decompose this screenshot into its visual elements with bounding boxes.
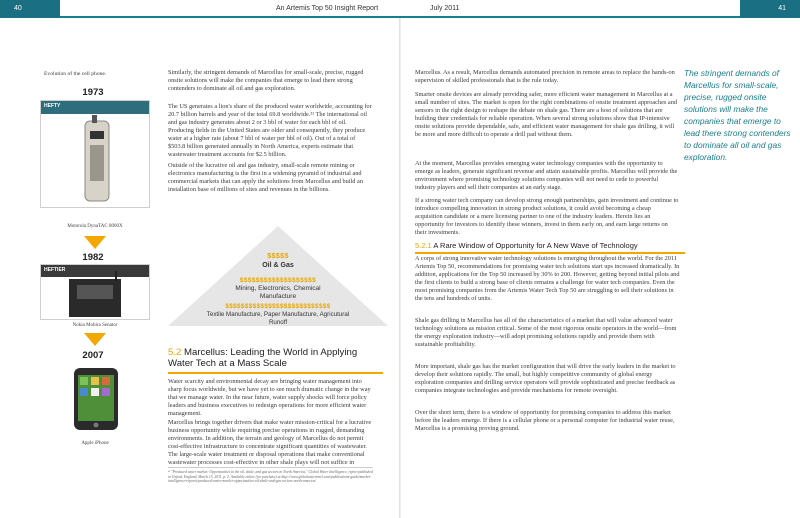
paragraph: Marcellus brings together drivers that make water mission-critical for a lucrative business opportunity while requiring precise operations in rugged, demanding environments. In addition, the terrain and geology of Marcellus do not permit cost-effective infrastructure to concentrate significant quantities of wastewater. The large-scale water treatment or disposal operations that make conventional wastewater processes cost-effective in other shale plays will not suffice in xyxy=(168,419,372,466)
footnote: ²¹ "Produced water market: Opportunities in the oil, shale, and gas sectors in North America," Global Water Intelligence, report published in Oxford, England, March 15, 2011, p. 2. Available online (for purchase) at http://www.globalwaterintel.com/publications-guide/market-intelligence-reports/produced-water-market-opportunities-oil-shale-and-gas-sectors-north-america/ xyxy=(168,467,373,484)
phone-caption: Apple iPhone xyxy=(81,441,109,446)
pull-quote: The stringent demands of Marcellus for small-scale, precise, rugged onsite solutions will make the companies that emerge to lead there strong contenders to dominate all oil and gas exploration. xyxy=(684,68,791,162)
right-page-number: 41 xyxy=(740,0,800,18)
paragraph: The US generates a lion's share of the produced water worldwide, accounting for 20.7 billion barrels and year of the total 69.8 worldwide.²¹ The international oil and gas industry generates about 2 or 3 bbl of water for each bbl of oil. Producing fields in the United States are older and consequently, they produce water at a higher rate (about 7 bbl of water per bbl of oil). Out of a total of $503.8 billion generated annually in North America, experts estimate that wastewater treatment accounts for $2.5 billion. xyxy=(168,103,372,158)
paragraph: At the moment, Marcellus provides emerging water technology companies with the opportunity to emerge as leaders, generate significant revenue and attain sustainable profits. Marcellus will provide the environment where promising technology solutions companies will not need to cede to powerful industry players and sell their companies at an early stage. xyxy=(415,160,678,191)
left-page-number: 40 xyxy=(0,0,60,18)
paragraph: If a strong water tech company can develop strong enough partnerships, gain investment and continue to introduce compelling innovation in strong product solutions, it could avoid becoming a cheap acquisition candidate or a mere licensing partner to one of the industry leaders. Herein lies an opportunity for investors to identify these winners, invest in them early on, and earn large returns on their investments. xyxy=(415,197,679,236)
section-title: Marcellus: Leading the World in Applying Water Tech at a Mass Scale xyxy=(168,347,358,369)
paragraph: Smarter onsite devices are already providing safer, more efficient water management in Marcellus at a small number of sites. The market is open for the right combinations of onsite treatment approaches and sensors in the right design to reshape the debate on shale gas. There are a host of solutions that are building their credentials for reliable operation. When several strong solutions show that IP-intensive onsite solutions provide dependable, safe, and efficient water management for shale gas drilling, it will be more and more difficult to operate a drill pad without them. xyxy=(415,91,678,138)
phone-photo xyxy=(60,366,132,432)
motorola-phone-icon xyxy=(41,101,149,207)
paragraph: Over the short term, there is a window of opportunity for promising companies to address this market before the leaders emerge. If there is a cellular phone or a personal computer for industrial water reuse, Marcellus is a promising proving ground. xyxy=(415,409,675,432)
subsection-title: A Rare Window of Opportunity for A New Wave of Technology xyxy=(433,241,638,250)
section-number: 5.2 xyxy=(168,347,182,358)
phone-caption: Nokia Mobira Senator xyxy=(72,323,118,328)
tier-label: Oil & Gas xyxy=(262,262,294,269)
paragraph: A corps of strong innovative water technology solutions is emerging throughout the world. For the 2011 Artemis Top 50, recommendations for promising water tech solutions start ups increased dramatically. In addition, applications for the Top 50 increased by 30% to 200. However, getting beyond initial pilots and the first clients to build a strong base of clients remains a challenge for water tech companies. Even the most promising companies from the Artemis Water Tech Top 50 are struggling to sell their solutions in the tens and hundreds of units. xyxy=(415,255,680,302)
phone-caption: Motorola DynaTAC 8000X xyxy=(67,224,123,229)
tier-dollars: $$$$$ xyxy=(267,253,289,260)
timeline-year: 1973 xyxy=(82,87,104,98)
tier-dollars: $$$$$$$$$$$$$$$$$$$ xyxy=(239,277,317,284)
phone-brand-tag: HEFTIER xyxy=(44,267,66,273)
page-header xyxy=(0,0,800,18)
paragraph: Shale gas drilling in Marcellus has all of the characteristics of a market that will value advanced water technology solutions as mission critical. Some of the most rigorous onsite operators in the world—from the energy exploration industry—will adopt promising solutions rapidly and provide them with sustainable profitability. xyxy=(415,317,677,348)
timeline-year: 2007 xyxy=(82,350,104,361)
pyramid-tier xyxy=(168,253,388,269)
tier-dollars: $$$$$$$$$$$$$$$$$$$$$$$$$$$ xyxy=(225,303,331,310)
timeline-arrow-icon xyxy=(84,236,106,249)
section-heading xyxy=(168,347,383,374)
iphone-icon xyxy=(60,366,132,432)
subsection-heading xyxy=(415,241,685,254)
paragraph: Marcellus. As a result, Marcellus demands automated precision in remote areas to replace the hands-on supervision of skilled professionals that is the rule today. xyxy=(415,69,675,84)
paragraph: Water scarcity and environmental decay are bringing water management into sharp focus worldwide, but we have yet to see much dramatic change in the way that we manage water. In the near future, water supply shocks will force policy leaders and business executives to redesign operations for more efficient water management. xyxy=(168,378,371,417)
subsection-number: 5.2.1 xyxy=(415,241,432,250)
paragraph: Outside of the lucrative oil and gas industry, small-scale remote mining or electronics manufacturing is the first in a widening pyramid of industrial and commercial markets that can apply the solutions from Marcellus and build an installation base of millions of sites and revenues in the billions. xyxy=(168,162,363,193)
tier-label: Mining, Electronics, Chemical Manufacture xyxy=(235,285,321,300)
report-title: An Artemis Top 50 Insight Report xyxy=(276,5,379,12)
tier-label: Textile Manufacture, Paper Manufacture, Agricutural Runoff xyxy=(206,311,350,326)
paragraph: Similarly, the stringent demands of Marcellus for small-scale, precise, rugged onsite solutions will make the companies that emerge to lead there strong contenders to dominate all oil and gas exploration. xyxy=(168,69,364,92)
nokia-phone-icon xyxy=(41,265,149,319)
phone-photo xyxy=(40,100,150,208)
report-date: July 2011 xyxy=(430,5,460,12)
pyramid-tier xyxy=(218,277,338,301)
timeline-arrow-icon xyxy=(84,333,106,346)
pyramid-tier xyxy=(203,303,353,327)
timeline-intro: Evolution of the cell phone. xyxy=(44,71,107,77)
paragraph: More important, shale gas has the market configuration that will drive the early leaders in the market to develop their solutions rapidly. The small, but highly competitive community of global energy exploration companies and drilling service operators will provide sophisticated and precise feedback as companies integrate technologies and provide mechanisms for remote oversight. xyxy=(415,363,676,394)
page-gutter xyxy=(399,18,401,518)
phone-brand-tag: HEFTY xyxy=(44,103,61,109)
timeline-year: 1982 xyxy=(82,252,104,263)
